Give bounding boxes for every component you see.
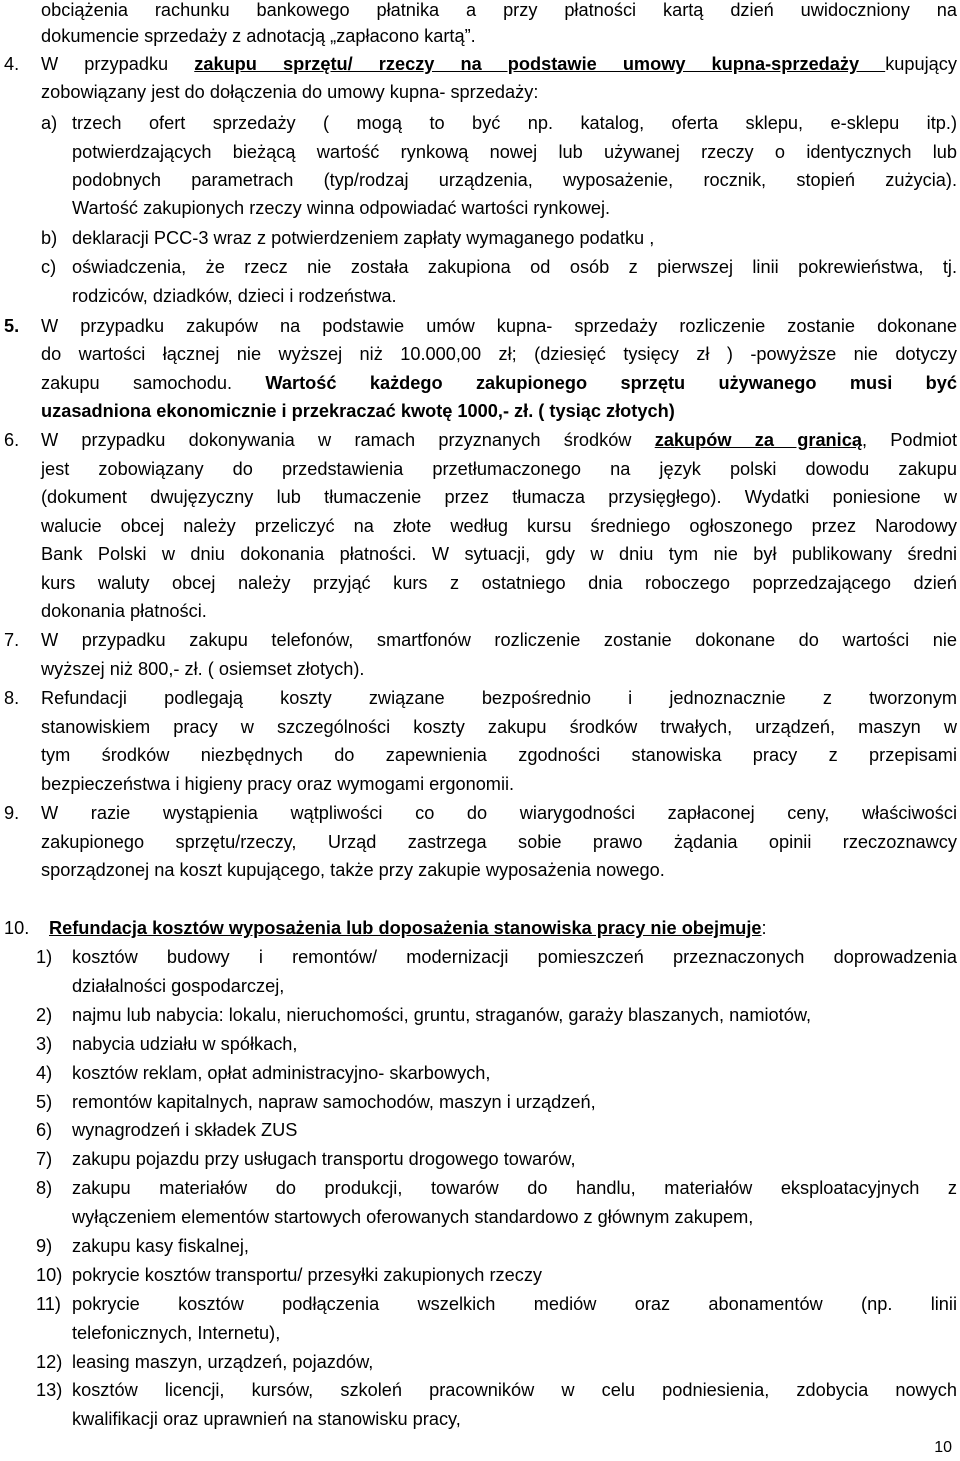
list-item-number: 3) xyxy=(36,1034,53,1054)
list-item-number: 10) xyxy=(36,1265,63,1285)
text-line: trzech ofert sprzedaży ( mogą to być np. katalog, oferta sklepu, e-sklepu itp.) xyxy=(72,113,957,133)
list-number: 6. xyxy=(4,430,20,450)
text-line xyxy=(41,428,957,452)
text-line: sporządzonej na koszt kupującego, także przy zakupie wyposażenia nowego. xyxy=(41,860,665,880)
list-number: 9. xyxy=(4,803,20,823)
list-letter: c) xyxy=(41,257,57,277)
text-line: (dokument dwujęzyczny lub tłumaczenie przez tłumacza przysięgłego). Wydatki poniesione w xyxy=(41,487,957,507)
section-title xyxy=(49,916,767,940)
text-line: uzasadniona ekonomicznie i przekraczać kwotę 1000,- zł. ( tysiąc złotych) xyxy=(41,401,675,421)
list-item-number: 9) xyxy=(36,1236,53,1256)
list-letter: a) xyxy=(41,113,58,133)
list-item: zakupu pojazdu przy usługach transportu drogowego towarów, xyxy=(72,1149,576,1169)
list-item-number: 6) xyxy=(36,1120,53,1140)
list-number: 8. xyxy=(4,688,20,708)
list-number: 7. xyxy=(4,630,20,650)
page-number: 10 xyxy=(934,1439,952,1456)
text-line: podobnych parametrach (typ/rodzaj urządzenia, wyposażenie, rocznik, stopień zużycia). xyxy=(72,170,957,190)
list-item: kosztów licencji, kursów, szkoleń pracowników w celu podniesienia, zdobycia nowych xyxy=(72,1380,957,1400)
text-line: jest zobowiązany do przedstawienia przetłumaczonego na język polski dowodu zakupu xyxy=(41,459,957,479)
list-item-continuation: kwalifikacji oraz uprawnień na stanowisku pracy, xyxy=(72,1409,461,1429)
list-item-number: 5) xyxy=(36,1092,53,1112)
list-item-number: 2) xyxy=(36,1005,53,1025)
text-line: rodziców, dziadków, dzieci i rodzeństwa. xyxy=(72,286,397,306)
text-line: tym środków niezbędnych do zapewnienia zgodności stanowiska pracy z przepisami xyxy=(41,745,957,765)
text-span: kupujący xyxy=(885,54,957,74)
list-item-continuation: działalności gospodarczej, xyxy=(72,976,285,996)
text-line: zobowiązany jest do dołączenia do umowy kupna- sprzedaży: xyxy=(41,82,539,102)
text-line xyxy=(41,52,957,76)
text-line: bezpieczeństwa i higieny pracy oraz wymogami ergonomii. xyxy=(41,774,515,794)
list-item-number: 12) xyxy=(36,1352,63,1372)
list-item: zakupu materiałów do produkcji, towarów do handlu, materiałów eksploatacyjnych z xyxy=(72,1178,957,1198)
list-number: 5. xyxy=(4,316,20,336)
section-title-text: Refundacja kosztów wyposażenia lub doposażenia stanowiska pracy nie obejmuje xyxy=(49,918,762,938)
text-line: zakupionego sprzętu/rzeczy, Urząd zastrzega sobie prawo żądania opinii rzeczoznawcy xyxy=(41,832,957,852)
list-item-number: 8) xyxy=(36,1178,53,1198)
list-letter: b) xyxy=(41,228,58,248)
list-item: remontów kapitalnych, napraw samochodów, maszyn i urządzeń, xyxy=(72,1092,596,1112)
list-item-number: 1) xyxy=(36,947,53,967)
text-line: Refundacji podlegają koszty związane bezpośrednio i jednoznacznie z tworzonym xyxy=(41,688,957,708)
list-item-number: 4) xyxy=(36,1063,53,1083)
list-item-number: 13) xyxy=(36,1380,63,1400)
list-item: leasing maszyn, urządzeń, pojazdów, xyxy=(72,1352,374,1372)
text-line: W przypadku zakupów na podstawie umów kupna- sprzedaży rozliczenie zostanie dokonane xyxy=(41,316,957,336)
list-item: wynagrodzeń i składek ZUS xyxy=(72,1120,298,1140)
emphasis-span: zakupu sprzętu/ rzeczy na podstawie umowy kupna-sprzedaży xyxy=(194,54,886,74)
list-item: pokrycie kosztów podłączenia wszelkich mediów oraz abonamentów (np. linii xyxy=(72,1294,957,1314)
emphasis-span: Wartość każdego zakupionego sprzętu używanego musi być xyxy=(265,373,957,393)
text-line: deklaracji PCC-3 wraz z potwierdzeniem zapłaty wymaganego podatku , xyxy=(72,228,655,248)
text-line: dokonania płatności. xyxy=(41,601,207,621)
text-line: stanowiskiem pracy w szczególności koszty zakupu środków trwałych, urządzeń, maszyn w xyxy=(41,717,957,737)
text-line: Wartość zakupionych rzeczy winna odpowiadać wartości rynkowej. xyxy=(72,198,611,218)
text-line: dokumencie sprzedaży z adnotacją „zapłacono kartą”. xyxy=(41,26,476,46)
text-line: Bank Polski w dniu dokonania płatności. W sytuacji, gdy w dniu tym nie był publikowany średni xyxy=(41,544,957,564)
text-line: W razie wystąpienia wątpliwości co do wiarygodności zapłaconej ceny, właściwości xyxy=(41,803,957,823)
text-line: W przypadku zakupu telefonów, smartfonów rozliczenie zostanie dokonane do wartości nie xyxy=(41,630,957,650)
text-line: oświadczenia, że rzecz nie została zakupiona od osób z pierwszej linii pokrewieństwa, tj. xyxy=(72,257,957,277)
text-line: potwierdzających bieżącą wartość rynkową nowej lub używanej rzeczy o identycznych lub xyxy=(72,142,957,162)
list-item-continuation: wyłączeniem elementów startowych oferowanych standardowo z głównym zakupem, xyxy=(72,1207,754,1227)
text-span: zakupu samochodu. xyxy=(41,373,266,393)
text-line: wyższej niż 800,- zł. ( osiemset złotych). xyxy=(41,659,365,679)
list-item: kosztów budowy i remontów/ modernizacji pomieszczeń przeznaczonych doprowadzenia xyxy=(72,947,957,967)
list-item: zakupu kasy fiskalnej, xyxy=(72,1236,249,1256)
list-item: kosztów reklam, opłat administracyjno- skarbowych, xyxy=(72,1063,491,1083)
text-line: kurs waluty obcej należy przyjąć kurs z ostatniego dnia roboczego poprzedzającego dzień xyxy=(41,573,957,593)
list-number: 4. xyxy=(4,54,20,74)
text-line xyxy=(41,371,957,395)
list-item: pokrycie kosztów transportu/ przesyłki zakupionych rzeczy xyxy=(72,1265,543,1285)
text-line: walucie obcej należy przeliczyć na złote według kursu średniego ogłoszonego przez Narodowy xyxy=(41,516,957,536)
emphasis-span: zakupów za granicą xyxy=(654,430,862,450)
text-span: W przypadku xyxy=(41,54,195,74)
text-line: obciążenia rachunku bankowego płatnika a przy płatności kartą dzień uwidoczniony na xyxy=(41,0,957,20)
text-span: , Podmiot xyxy=(861,430,958,450)
text-line: do wartości łącznej nie wyższej niż 10.000,00 zł; (dziesięć tysięcy zł ) -powyższe nie dotyczy xyxy=(41,344,957,364)
list-item-number: 7) xyxy=(36,1149,53,1169)
text-span: : xyxy=(761,918,767,938)
list-item-continuation: telefonicznych, Internetu), xyxy=(72,1323,281,1343)
list-item: najmu lub nabycia: lokalu, nieruchomości, gruntu, straganów, garaży blaszanych, namiotów, xyxy=(72,1005,812,1025)
list-number: 10. xyxy=(4,918,30,938)
list-item-number: 11) xyxy=(36,1294,61,1314)
list-item: nabycia udziału w spółkach, xyxy=(72,1034,298,1054)
text-span: W przypadku dokonywania w ramach przyznanych środków xyxy=(41,430,655,450)
